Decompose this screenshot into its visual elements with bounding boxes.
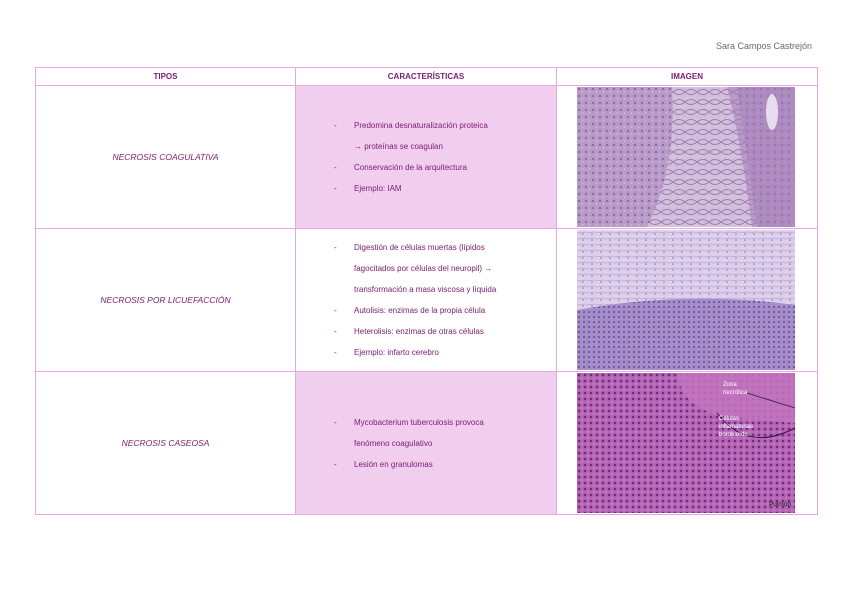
author-name: Sara Campos Castrejón — [715, 41, 812, 51]
list-item: - Conservación de la arquitectura — [334, 157, 548, 178]
list-item-continuation: fagocitados por células del neuropil) → — [354, 264, 493, 273]
list-item: - Ejemplo: infarto cerebro — [334, 342, 548, 363]
list-item: - Lesión en granulomas — [334, 454, 548, 475]
list-item: - Digestión de células muertas (lípidos — [334, 237, 548, 258]
list-item: - Heterolisis: enzimas de otras células — [334, 321, 548, 342]
label-line: necrótica — [723, 390, 748, 396]
list-item-continuation: fenómeno coagulativo — [354, 438, 433, 448]
tipo-cell: NECROSIS POR LICUEFACCIÓN — [36, 229, 296, 372]
imagen-cell — [557, 229, 818, 372]
table-row — [36, 229, 818, 372]
header-caracteristicas: CARACTERÍSTICAS — [296, 68, 557, 86]
list-item: - Predomina desnaturalización proteica — [334, 115, 548, 136]
micrograph-caseous — [577, 373, 795, 513]
caracteristicas-cell — [296, 86, 557, 229]
list-item: - Ejemplo: IAM — [334, 178, 548, 199]
micrograph-coagulative — [577, 87, 795, 227]
tipo-cell: NECROSIS COAGULATIVA — [36, 86, 296, 229]
caracteristicas-cell — [296, 229, 557, 372]
list-item: - Autolisis: enzimas de la propia célula — [334, 300, 548, 321]
table-row — [36, 86, 818, 229]
imagen-cell — [557, 86, 818, 229]
list-item-continuation: transformación a masa viscosa y líquida — [354, 285, 497, 294]
caracteristicas-cell — [296, 372, 557, 515]
label-line: inflamatorias — [719, 424, 754, 430]
list-item: - Mycobacterium tuberculosis provoca — [334, 412, 548, 433]
label-line: Zona — [723, 382, 737, 388]
table-header-row — [36, 68, 818, 86]
table-row — [36, 372, 818, 515]
label-pulmon: Pulmón — [768, 501, 791, 508]
label-celulas-inflamatorias — [719, 415, 753, 439]
label-line: bordeando — [719, 432, 748, 438]
tipo-cell: NECROSIS CASEOSA — [36, 372, 296, 515]
necrosis-table — [35, 67, 818, 515]
list-item-continuation: → proteínas se coagulan — [354, 142, 443, 151]
imagen-cell — [557, 372, 818, 515]
header-tipos: TIPOS — [36, 68, 296, 86]
header-imagen: IMAGEN — [557, 68, 818, 86]
label-line: Células — [719, 416, 740, 422]
label-zona-necrotica — [723, 381, 747, 397]
micrograph-liquefactive — [577, 230, 795, 370]
